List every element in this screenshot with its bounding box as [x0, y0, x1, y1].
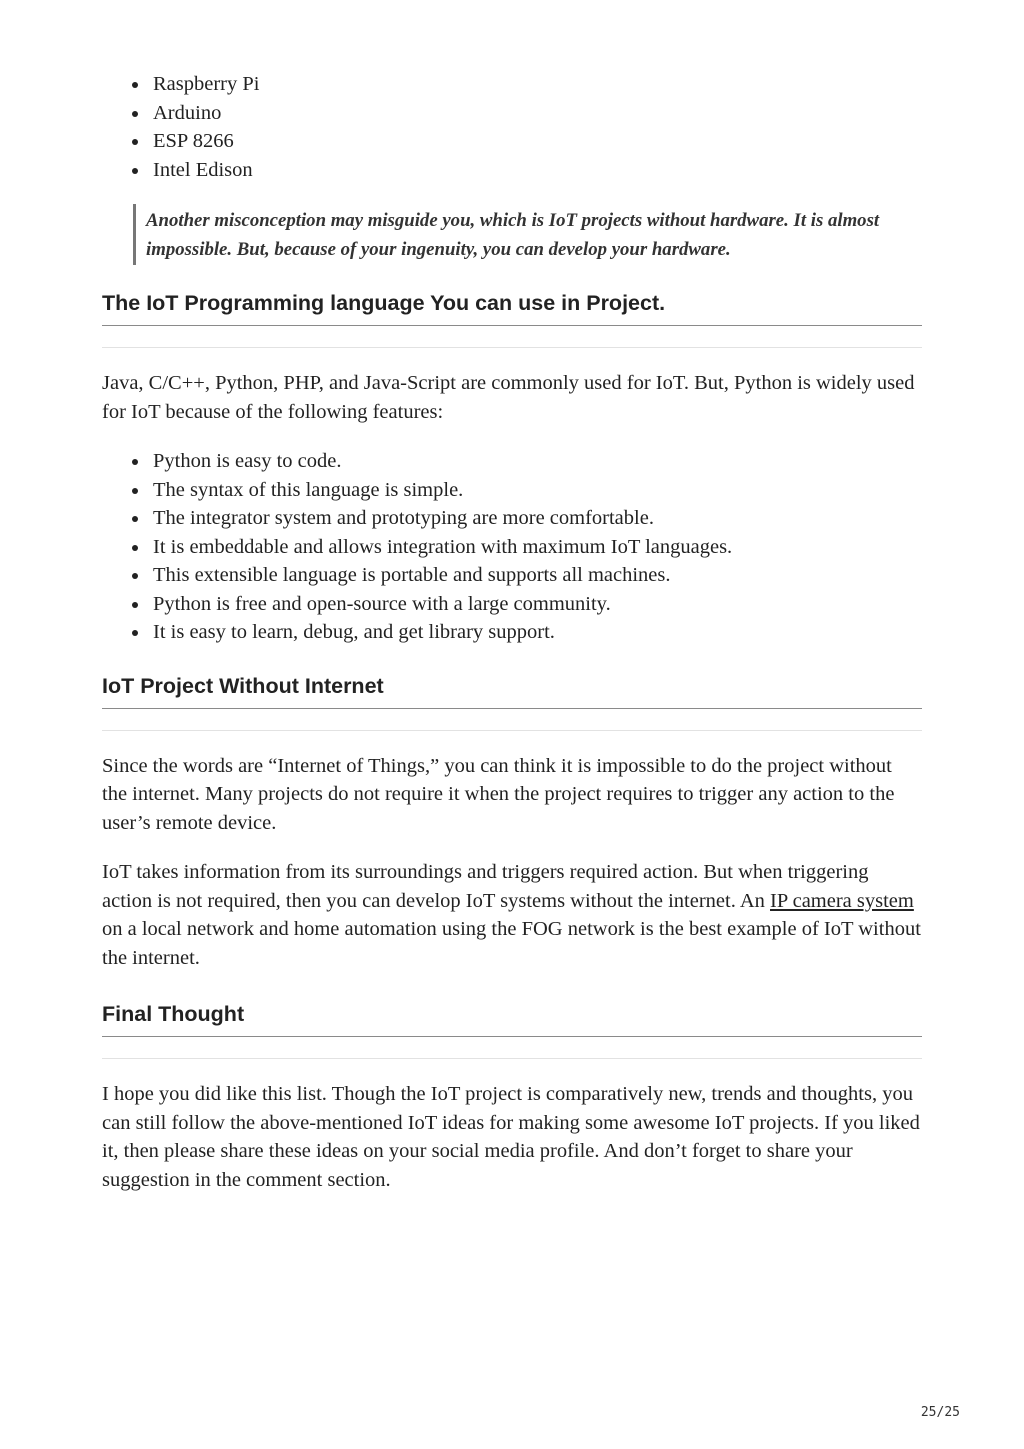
section-heading-languages: The IoT Programming language You can use in Project. [102, 291, 666, 315]
page-number: 25/25 [920, 1405, 960, 1420]
list-item: Python is easy to code. [153, 447, 922, 476]
heading-underline [102, 325, 922, 326]
section-divider [102, 347, 922, 348]
ip-camera-system-link[interactable]: IP camera system [770, 889, 914, 912]
final-paragraph: I hope you did like this list. Though the IoT project is comparatively new, trends and thoughts, you can still follow the above-mentioned IoT ideas for making some awesome IoT projects. If you liked it, then please share these ideas on your social media profile. And don’t forget to share your suggestion in the comment section. [102, 1083, 920, 1191]
section-heading-final: Final Thought [102, 1002, 245, 1026]
list-item: Python is free and open-source with a large community. [153, 590, 922, 619]
section-divider [102, 1058, 922, 1059]
quote-text: Another misconception may misguide you, which is IoT projects without hardware. It is almost impossible. But, because of your ingenuity, you can develop your hardware. [146, 210, 880, 260]
offline-paragraph-1: Since the words are “Internet of Things,” you can think it is impossible to do the project without the internet. Many projects do not require it when the project requires to trigger any action to the user’s remote device. [102, 754, 895, 834]
article-content [102, 70, 922, 1194]
list-item: The integrator system and prototyping are more comfortable. [153, 504, 922, 533]
languages-intro: Java, C/C++, Python, PHP, and Java-Script are commonly used for IoT. But, Python is widely used for IoT because of the following features: [102, 372, 915, 423]
heading-underline [102, 1036, 922, 1037]
hardware-list [102, 70, 922, 184]
list-item: The syntax of this language is simple. [153, 476, 922, 505]
section-divider [102, 730, 922, 731]
offline-paragraph-2 [102, 858, 922, 972]
list-item: ESP 8266 [153, 127, 922, 156]
python-features-list [102, 447, 922, 647]
heading-underline [102, 708, 922, 709]
section-heading-offline: IoT Project Without Internet [102, 673, 384, 698]
list-item: This extensible language is portable and supports all machines. [153, 561, 922, 590]
list-item: It is easy to learn, debug, and get library support. [153, 618, 922, 647]
list-item: Intel Edison [153, 156, 922, 185]
list-item: Raspberry Pi [153, 70, 922, 99]
paragraph-text: on a local network and home automation using the FOG network is the best example of IoT without the internet. [102, 918, 921, 969]
list-item: It is embeddable and allows integration with maximum IoT languages. [153, 533, 922, 562]
list-item: Arduino [153, 99, 922, 128]
paragraph-text: IoT takes information from its surroundings and triggers required action. But when triggering action is not required, then you can develop IoT systems without the internet. An [102, 861, 869, 912]
blockquote [133, 204, 922, 265]
